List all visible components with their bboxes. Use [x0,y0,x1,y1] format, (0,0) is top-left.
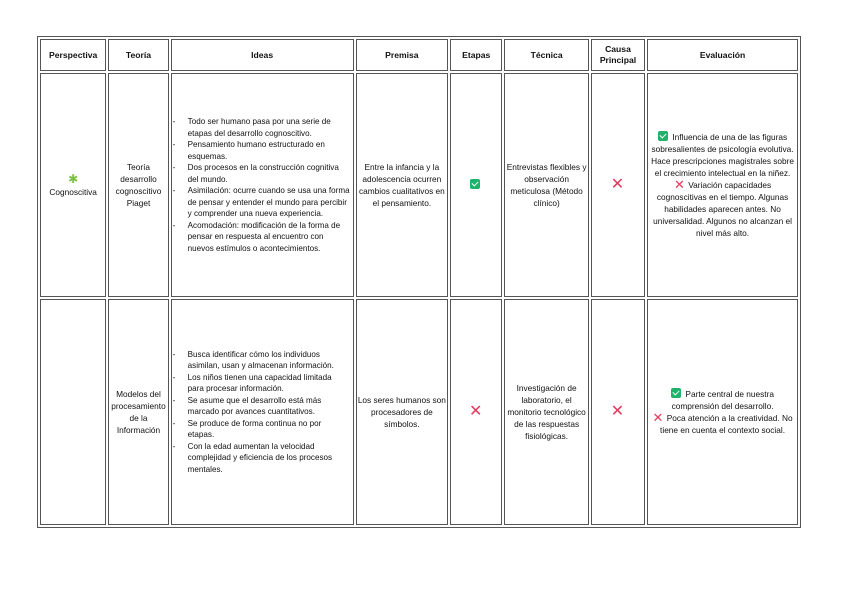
cell-etapas [450,299,502,525]
cell-perspectiva [40,299,106,525]
header-etapas: Etapas [450,39,502,71]
cell-tecnica: Entrevistas flexibles y observación meticulosa (Método clínico) [504,73,588,297]
table-row [40,299,798,525]
list-item: - Acomodación: modificación de la forma de pensar en respuesta al encuentro con nuevos estímulos o acontecimientos. [172,220,350,255]
cell-ideas [171,73,354,297]
header-row [40,39,798,71]
cross-icon: ✕ [610,403,625,420]
cross-icon: ✕ [652,410,664,425]
list-item: - Busca identificar cómo los individuos asimilan, usan y almacenan información. [172,349,350,372]
puzzle-icon: ✱ [68,171,79,186]
header-causa-principal: Causa Principal [591,39,645,71]
cell-teoria: Teoría desarrollo cognoscitivo Piaget [108,73,168,297]
list-item: - Se produce de forma continua no por etapas. [172,418,350,441]
cell-tecnica: Investigación de laboratorio, el monitorio tecnológico de las respuestas fisiológicas. [504,299,588,525]
list-item: - Los niños tienen una capacidad limitada para procesar información. [172,372,350,395]
list-item: - Con la edad aumentan la velocidad complejidad y eficiencia de los procesos mentales. [172,441,350,476]
list-item: - Pensamiento humano estructurado en esquemas. [172,139,350,162]
table-row [40,73,798,297]
cell-premisa: Los seres humanos son procesadores de símbolos. [356,299,448,525]
ideas-list [172,349,353,476]
check-icon [658,131,668,141]
eval-positive: Influencia de una de las figuras sobresalientes de psicología evolutiva. Hace prescripciones magistrales sobre el crecimiento intelectual en la niñez. [651,132,795,178]
header-premisa: Premisa [356,39,448,71]
check-icon [470,179,480,189]
header-ideas: Ideas [171,39,354,71]
list-item: - Se asume que el desarrollo está más marcado por avances cuantitativos. [172,395,350,418]
cell-causa [591,299,645,525]
list-item: - Asimilación: ocurre cuando se usa una forma de pensar y entender el mundo para percibir y comprender una nueva experiencia. [172,185,350,220]
list-item: - Todo ser humano pasa por una serie de etapas del desarrollo cognoscitivo. [172,116,350,139]
cell-etapas [450,73,502,297]
perspectiva-label: Cognoscitiva [49,186,97,197]
cell-ideas [171,299,354,525]
cell-perspectiva [40,73,106,297]
comparison-table [37,36,801,528]
check-icon [671,388,681,398]
eval-negative: Poca atención a la creatividad. No tiene en cuenta el contexto social. [660,413,793,435]
cross-icon: ✕ [469,403,483,420]
cell-evaluacion [647,73,798,297]
header-teoria: Teoría [108,39,168,71]
cell-teoria: Modelos del procesamiento de la Información [108,299,168,525]
cell-premisa: Entre la infancia y la adolescencia ocurren cambios cualitativos en el pensamiento. [356,73,448,297]
cell-causa [591,73,645,297]
eval-positive: Parte central de nuestra comprensión del desarrollo. [671,389,774,411]
header-evaluacion: Evaluación [647,39,798,71]
cross-icon: ✕ [610,176,625,193]
list-item: - Dos procesos en la construcción cognitiva del mundo. [172,162,350,185]
cell-evaluacion [647,299,798,525]
cross-icon: ✕ [674,177,685,192]
header-tecnica: Técnica [504,39,588,71]
ideas-list [172,116,353,254]
header-perspectiva: Perspectiva [40,39,106,71]
eval-negative: Variación capacidades cognoscitivas en el tiempo. Algunas habilidades aparecen antes. No universalidad. Algunos no alcanzan el nivel más alto. [653,180,792,238]
